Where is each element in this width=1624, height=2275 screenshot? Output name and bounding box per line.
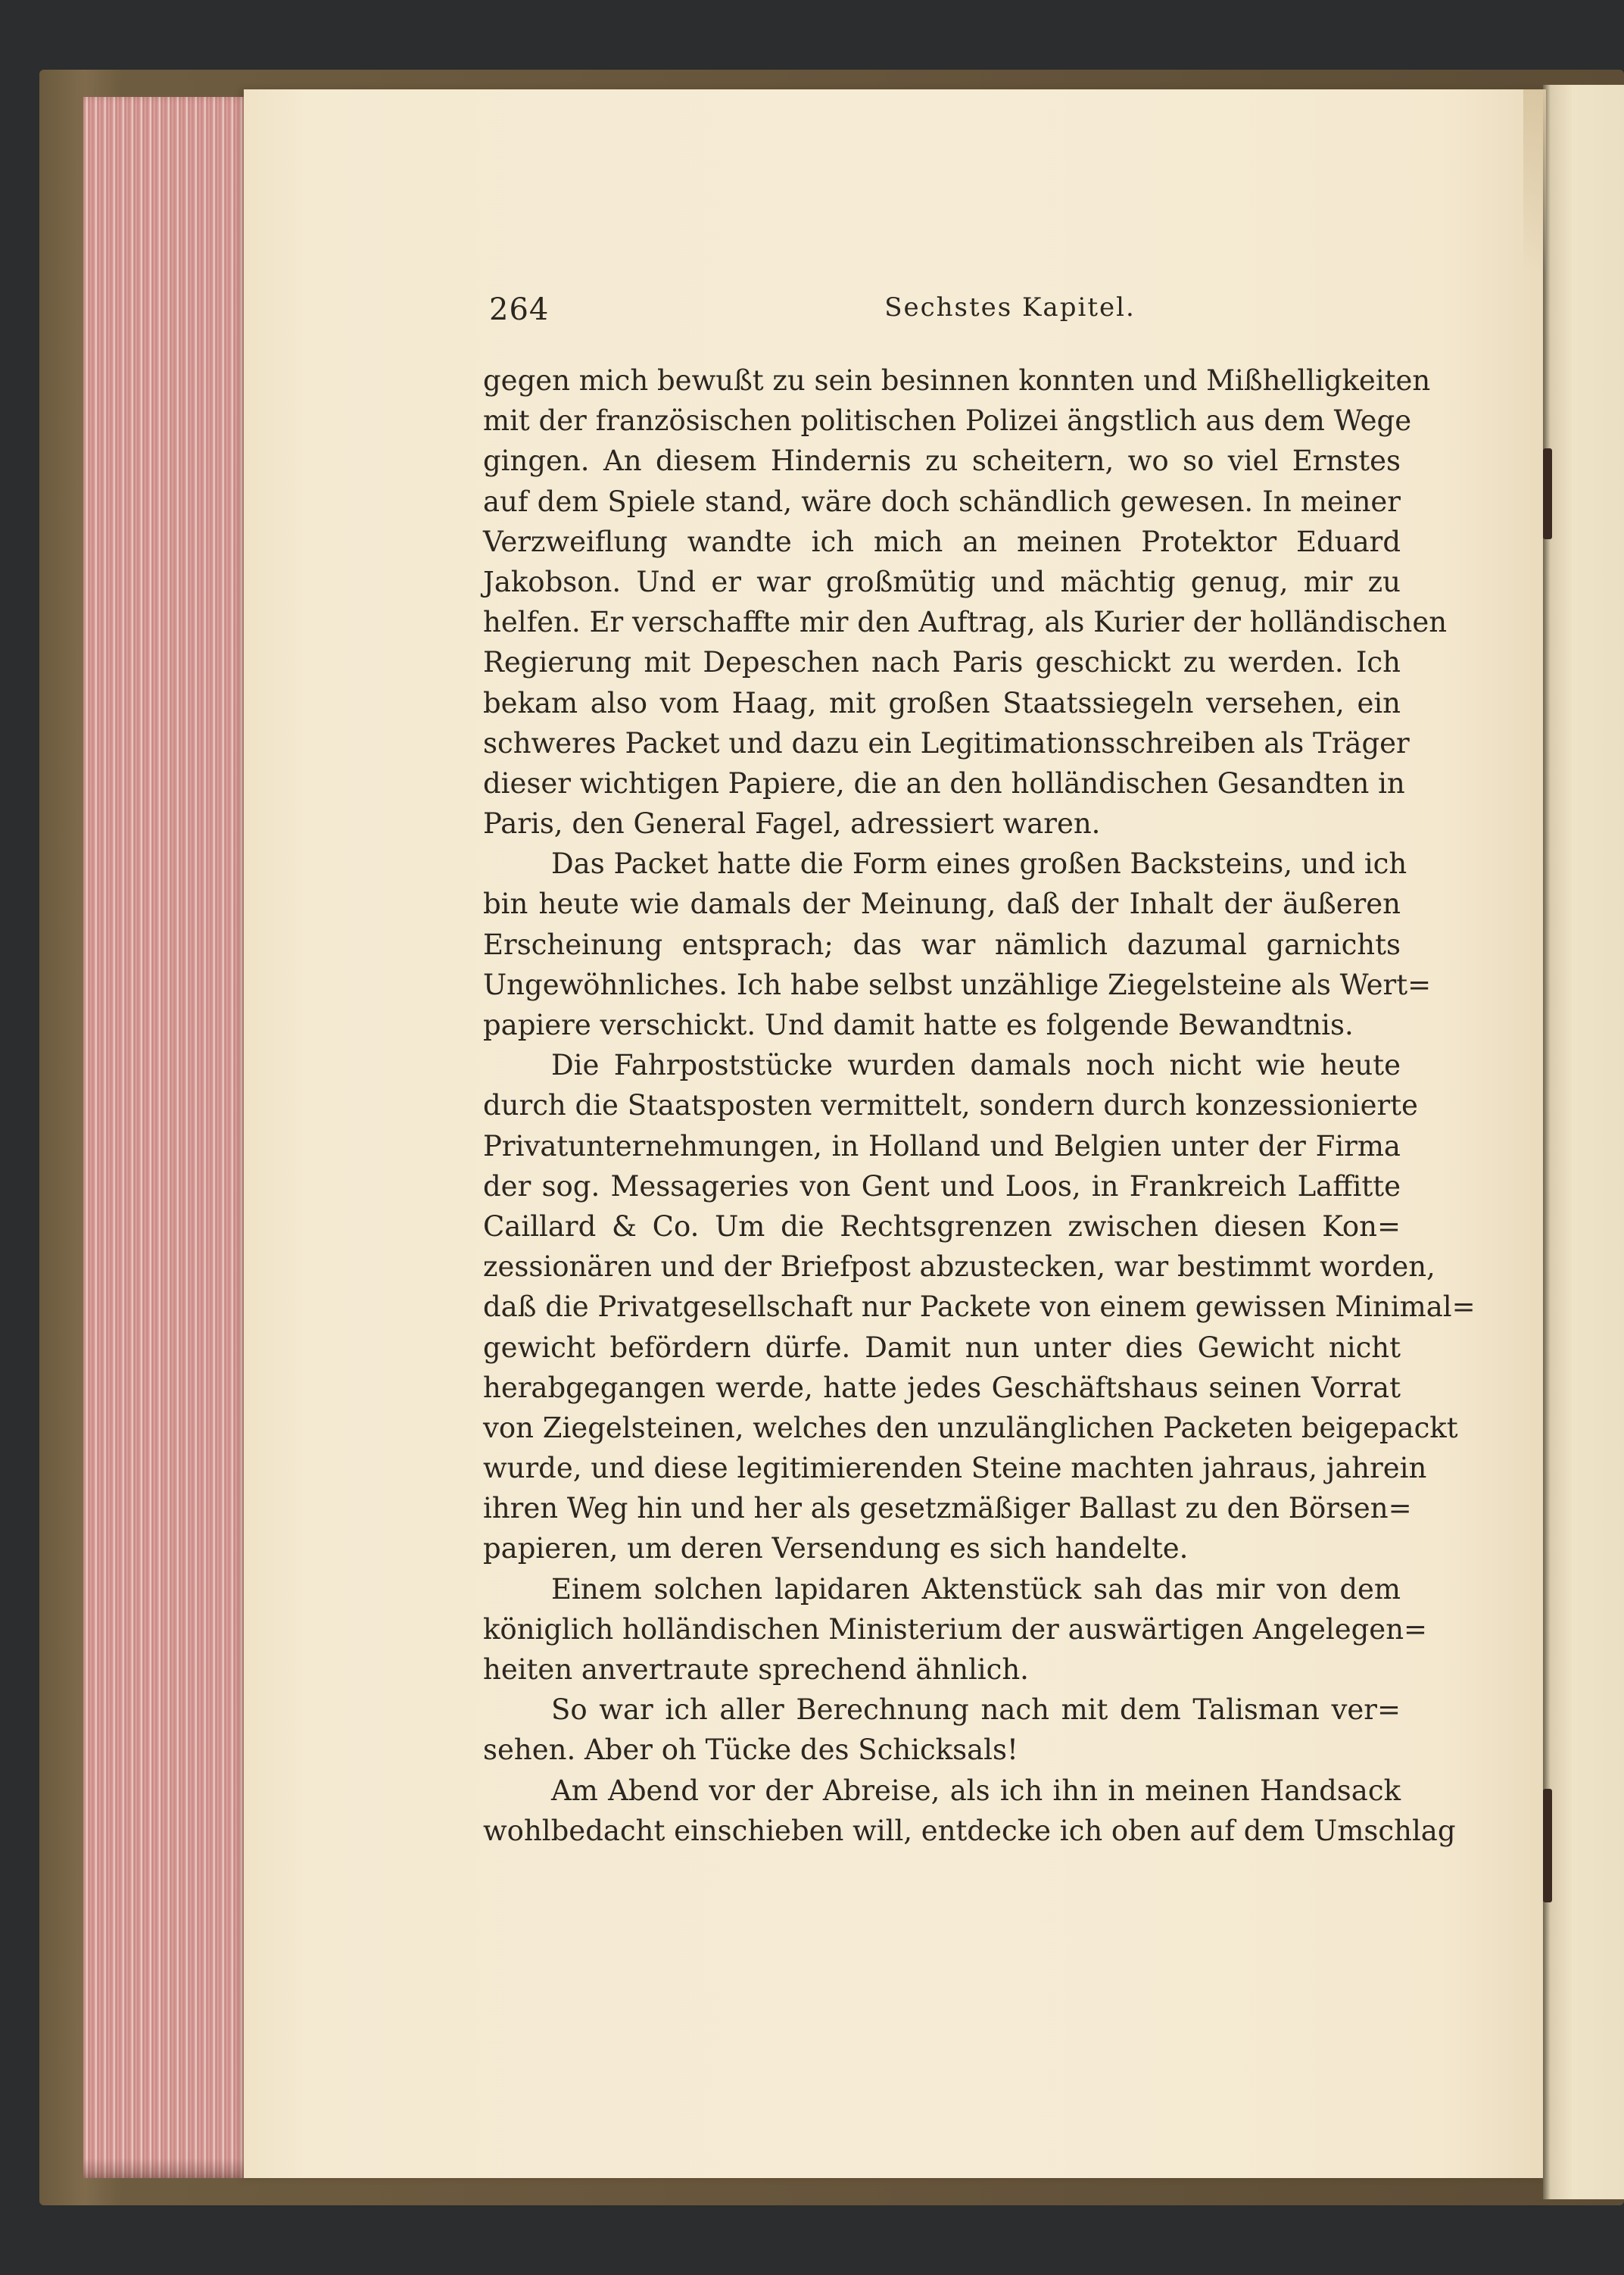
body-text xyxy=(483,360,1476,1851)
text-line: bekam also vom Haag, mit großen Staatssiegeln versehen, ein xyxy=(483,686,1401,719)
text-line: Die Fahrpoststücke wurden damals noch nicht wie heute xyxy=(551,1049,1401,1082)
running-head: Sechstes Kapitel. xyxy=(884,292,1136,323)
text-line: Paris, den General Fagel, adressiert waren. xyxy=(483,807,1101,841)
text-line: Am Abend vor der Abreise, als ich ihn in meinen Handsack xyxy=(551,1774,1401,1807)
text-line: sehen. Aber oh Tücke des Schicksals! xyxy=(483,1734,1018,1767)
text-line: Erscheinung entsprach; das war nämlich dazumal garnichts xyxy=(483,928,1401,961)
text-line: gewicht befördern dürfe. Damit nun unter dies Gewicht nicht xyxy=(483,1331,1401,1364)
text-line: Regierung mit Depeschen nach Paris geschickt zu werden. Ich xyxy=(483,646,1401,679)
text-line: wohlbedacht einschieben will, entdecke ich oben auf dem Umschlag xyxy=(483,1814,1456,1847)
text-line: wurde, und diese legitimierenden Steine machten jahraus, jahrein xyxy=(483,1452,1427,1485)
page-header xyxy=(489,292,1402,338)
text-line: papieren, um deren Versendung es sich handelte. xyxy=(483,1532,1189,1565)
text-line: königlich holländischen Ministerium der auswärtigen Angelegen= xyxy=(483,1612,1428,1646)
text-line: papiere verschickt. Und damit hatte es folgende Bewandtnis. xyxy=(483,1009,1354,1041)
text-line: durch die Staatsposten vermittelt, sondern durch konzessionierte xyxy=(483,1089,1418,1122)
text-line: Caillard & Co. Um die Rechtsgrenzen zwischen diesen Kon= xyxy=(483,1209,1401,1243)
text-line: Das Packet hatte die Form eines großen Backsteins, und ich xyxy=(551,847,1407,881)
text-line: So war ich aller Berechnung nach mit dem Talisman ver= xyxy=(551,1693,1401,1727)
text-line: herabgegangen werde, hatte jedes Geschäftshaus seinen Vorrat xyxy=(483,1371,1401,1404)
text-line: auf dem Spiele stand, wäre doch schändlich gewesen. In meiner xyxy=(483,485,1401,518)
text-line: gingen. An diesem Hindernis zu scheitern, wo so viel Ernstes xyxy=(483,445,1401,478)
edge-mark xyxy=(1543,448,1552,539)
text-line: gegen mich bewußt zu sein besinnen konnten und Mißhelligkeiten xyxy=(483,364,1431,397)
text-line: Privatunternehmungen, in Holland und Belgien unter der Firma xyxy=(483,1129,1401,1162)
text-line: bin heute wie damals der Meinung, daß der Inhalt der äußeren xyxy=(483,888,1401,921)
page-edges xyxy=(83,97,254,2178)
text-line: mit der französischen politischen Polizei ängstlich aus dem Wege xyxy=(483,404,1412,438)
edge-mark xyxy=(1543,1789,1552,1902)
text-line: zessionären und der Briefpost abzustecken, war bestimmt worden, xyxy=(483,1250,1435,1284)
text-line: Einem solchen lapidaren Aktenstück sah das mir von dem xyxy=(551,1572,1401,1606)
text-line: der sog. Messageries von Gent und Loos, in Frankreich Laffitte xyxy=(483,1169,1401,1203)
page-number: 264 xyxy=(489,292,550,327)
text-line: Verzweiflung wandte ich mich an meinen Protektor Eduard xyxy=(483,525,1401,558)
text-line: von Ziegelsteinen, welches den unzulänglichen Packeten beigepackt xyxy=(483,1411,1458,1444)
text-line: Ungewöhnliches. Ich habe selbst unzählige Ziegelsteine als Wert= xyxy=(483,968,1432,1001)
text-line: helfen. Er verschaffte mir den Auftrag, als Kurier der holländischen xyxy=(483,606,1448,639)
facing-page-edge xyxy=(1543,85,1624,2199)
text-line: heiten anvertraute sprechend ähnlich. xyxy=(483,1653,1029,1686)
text-line: dieser wichtigen Papiere, die an den holländischen Gesandten in xyxy=(483,766,1405,800)
text-line: schweres Packet und dazu ein Legitimationsschreiben als Träger xyxy=(483,726,1410,760)
text-line: Jakobson. Und er war großmütig und mächtig genug, mir zu xyxy=(483,565,1401,598)
text-line: daß die Privatgesellschaft nur Packete von einem gewissen Minimal= xyxy=(483,1290,1476,1324)
text-line: ihren Weg hin und her als gesetzmäßiger Ballast zu den Börsen= xyxy=(483,1492,1412,1525)
